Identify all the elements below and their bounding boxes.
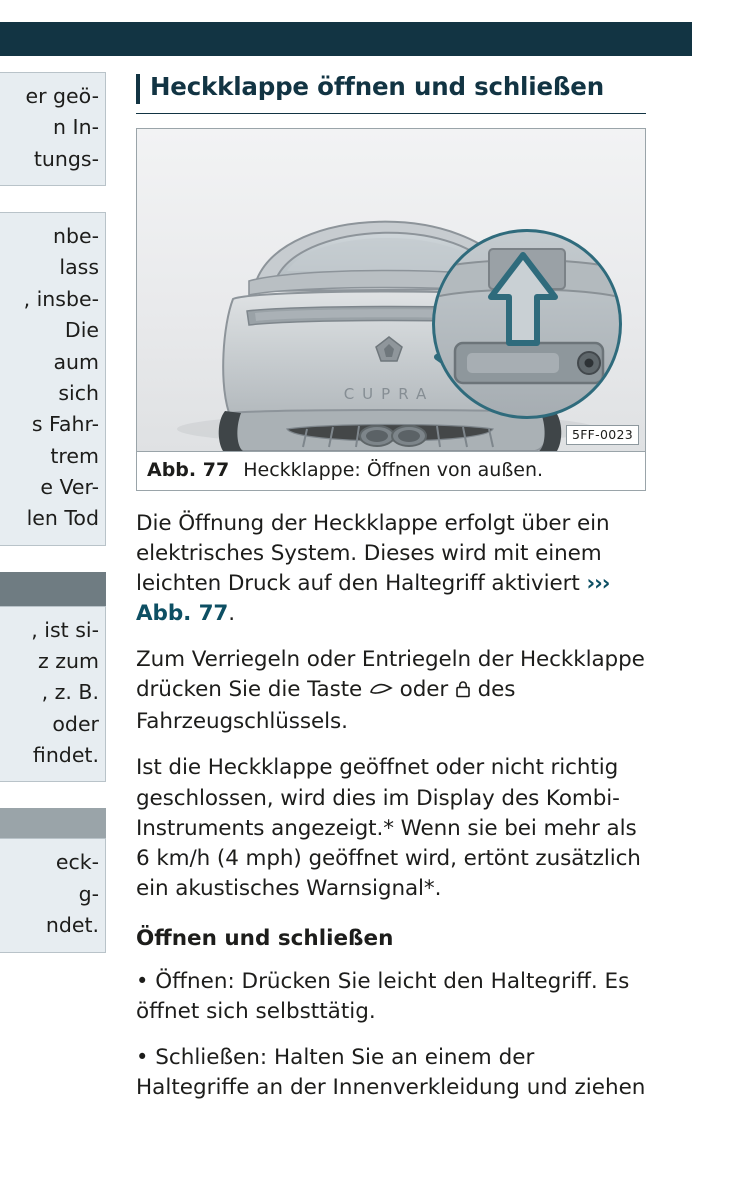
note-line: , z. B. — [41, 680, 99, 705]
figure-code: 5FF-0023 — [566, 425, 639, 445]
note-line: z zum — [38, 649, 99, 674]
paragraph-intro — [136, 509, 646, 629]
note-box-4 — [0, 838, 106, 952]
note-line: eck- — [55, 850, 99, 875]
left-column — [0, 72, 106, 979]
list-item — [136, 1043, 646, 1103]
figure-caption — [137, 451, 645, 490]
note-line: e Ver- — [40, 474, 99, 499]
note-line: n In- — [53, 115, 99, 140]
note-line: lass — [59, 255, 99, 280]
paragraph-lock-part2: oder — [392, 677, 455, 703]
paragraph-intro-text: Die Öffnung der Heckklappe erfolgt über ein elektrisches System. Dieses wird mit einem leichten Druck auf den Haltegriff aktiviert — [136, 510, 610, 596]
figure-image — [137, 129, 645, 451]
lock-key-icon — [455, 677, 471, 707]
page-header-bar — [0, 22, 692, 56]
page-title: Heckklappe öffnen und schließen — [150, 72, 604, 101]
note-line: ndet. — [45, 913, 99, 938]
note-box-2 — [0, 212, 106, 546]
main-column — [136, 74, 646, 1103]
note-line: sich — [58, 380, 99, 405]
rear-hatch-illustration — [137, 129, 645, 451]
note-line: er geö- — [25, 84, 99, 108]
list-item-text: Schließen: Halten Sie an einem der Haltegriffe an der Innenverkleidung und ziehen — [136, 1045, 646, 1101]
note-line: findet. — [32, 743, 99, 768]
xref-arrows-icon: ››› — [586, 570, 610, 595]
note-header-bar-2 — [0, 808, 106, 838]
xref-figure-link[interactable]: Abb. 77 — [136, 601, 229, 627]
paragraph-lock-part1: Zum Verriegeln oder Entriegeln der Heckklappe drücken Sie die Taste — [136, 647, 645, 703]
bullet-list — [136, 967, 646, 1103]
list-item — [136, 967, 646, 1027]
paragraph-lock-part3: des Fahrzeugschlüssels. — [136, 677, 516, 735]
figure-caption-text: Heckklappe: Öffnen von außen. — [243, 459, 544, 481]
note-header-bar-1 — [0, 572, 106, 606]
right-page-margin — [721, 0, 753, 1200]
vehicle-badge-text: CUPRA — [343, 385, 435, 403]
note-line: trem — [50, 443, 99, 468]
figure-77 — [136, 128, 646, 491]
bullet-dot-icon: • — [136, 1045, 149, 1070]
unlock-key-icon — [369, 677, 393, 707]
section-title-block — [136, 74, 646, 114]
bullet-dot-icon: • — [136, 968, 149, 993]
note-line: tungs- — [33, 146, 99, 171]
paragraph-intro-tail: . — [228, 601, 236, 627]
note-line: g- — [78, 881, 99, 906]
note-box-1 — [0, 72, 106, 186]
paragraph-warning-display: Ist die Heckklappe geöffnet oder nicht richtig geschlossen, wird dies im Display des Kombi-Instruments angezeigt.* Wenn sie bei mehr als 6 km/h (4 mph) geöffnet wird, ertönt zusätzlich ein akustisches Warnsignal*. — [136, 755, 641, 901]
note-line: , insbe- — [23, 286, 99, 311]
note-line: aum — [53, 349, 99, 374]
note-line: len Tod — [26, 506, 99, 531]
figure-caption-label: Abb. 77 — [147, 459, 230, 481]
paragraph-lock-unlock — [136, 645, 646, 737]
note-line: Die — [64, 318, 99, 343]
list-item-text: Öffnen: Drücken Sie leicht den Haltegriff. Es öffnet sich selbsttätig. — [136, 968, 630, 1025]
note-line: s Fahr- — [31, 412, 99, 437]
title-accent-rule — [136, 74, 140, 104]
note-line: oder — [52, 711, 99, 736]
note-box-3 — [0, 606, 106, 783]
note-line: , ist si- — [31, 617, 99, 642]
subheading-open-close: Öffnen und schließen — [136, 925, 394, 951]
note-line: nbe- — [52, 224, 99, 249]
